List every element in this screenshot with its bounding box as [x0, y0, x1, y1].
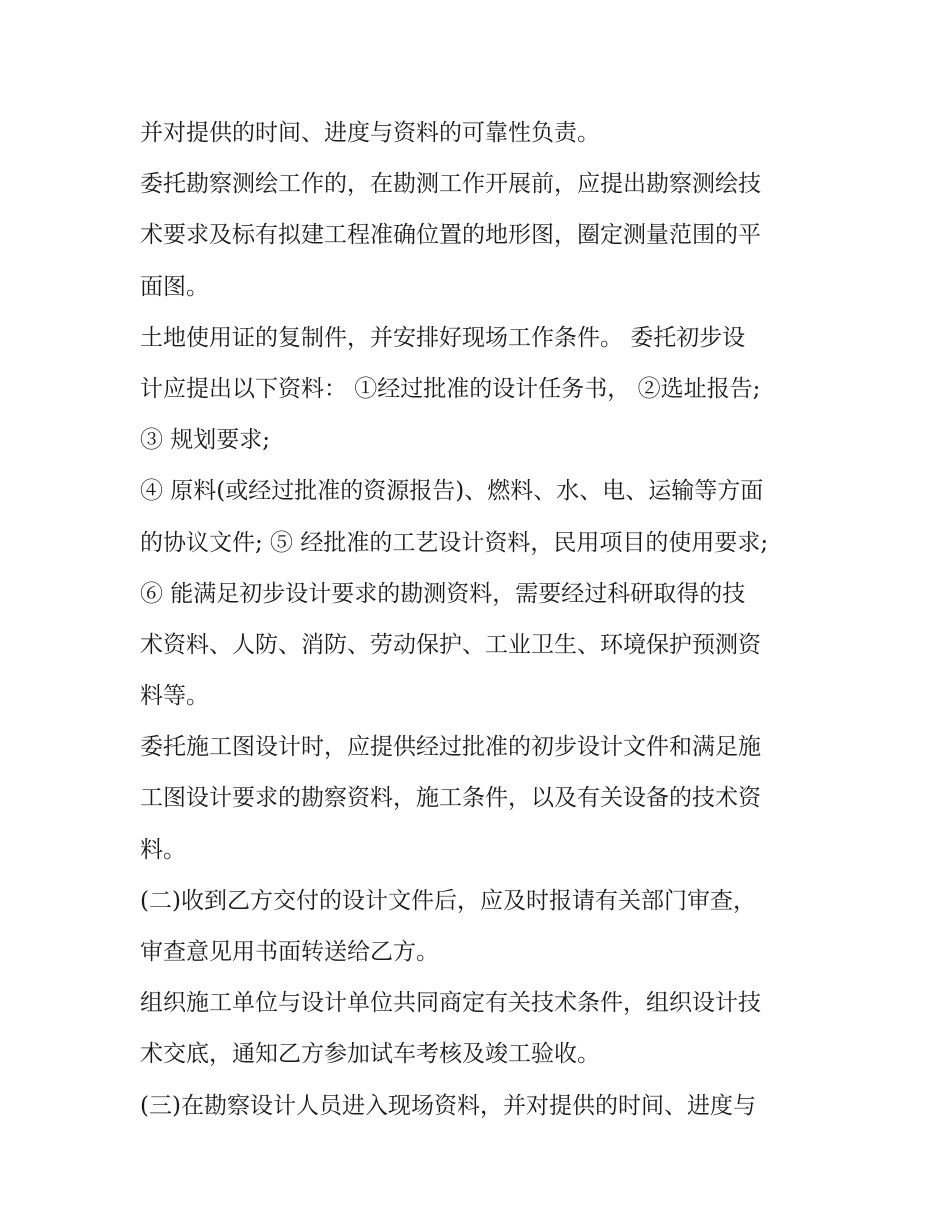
text-line: 术资料、人防、消防、劳动保护、工业卫生、环境保护预测资 [140, 631, 761, 658]
text-line: (二)收到乙方交付的设计文件后，应及时报请有关部门审查， [140, 887, 756, 914]
text-line: 审查意见用书面转送给乙方。 [140, 939, 439, 965]
text-line: 计应提出以下资料： ①经过批准的设计任务书， ②选址报告; [140, 375, 761, 402]
text-line: 土地使用证的复制件，并安排好现场工作条件。 委托初步设 [140, 324, 746, 351]
text-line: 工图设计要求的勘察资料，施工条件，以及有关设备的技术资 [140, 785, 761, 812]
text-line: 委托勘察测绘工作的，在勘测工作开展前，应提出勘察测绘技 [140, 171, 761, 198]
text-line: 料等。 [140, 683, 209, 710]
text-line: ⑥ 能满足初步设计要求的勘测资料，需要经过科研取得的技 [140, 580, 746, 607]
text-line: 术要求及标有拟建工程准确位置的地形图，圈定测量范围的平 [140, 222, 761, 249]
text-line: 面图。 [140, 273, 209, 300]
text-line: 术交底，通知乙方参加试车考核及竣工验收。 [140, 1041, 600, 1068]
text-line: 组织施工单位与设计单位共同商定有关技术条件，组织设计技 [140, 990, 761, 1017]
document-body [140, 108, 820, 1132]
text-line: ④ 原料(或经过批准的资源报告)、燃料、水、电、运输等方面 [140, 478, 764, 505]
text-line: 料。 [140, 836, 186, 863]
text-line: 并对提供的时间、进度与资料的可靠性负责。 [140, 120, 600, 146]
text-line: (三)在勘察设计人员进入现场资料，并对提供的时间、进度与 [140, 1092, 756, 1119]
text-line: 的协议文件; ⑤ 经批准的工艺设计资料，民用项目的使用要求; [140, 529, 769, 556]
text-line: 委托施工图设计时，应提供经过批准的初步设计文件和满足施 [140, 734, 761, 761]
text-line: ③ 规划要求; [140, 427, 271, 454]
